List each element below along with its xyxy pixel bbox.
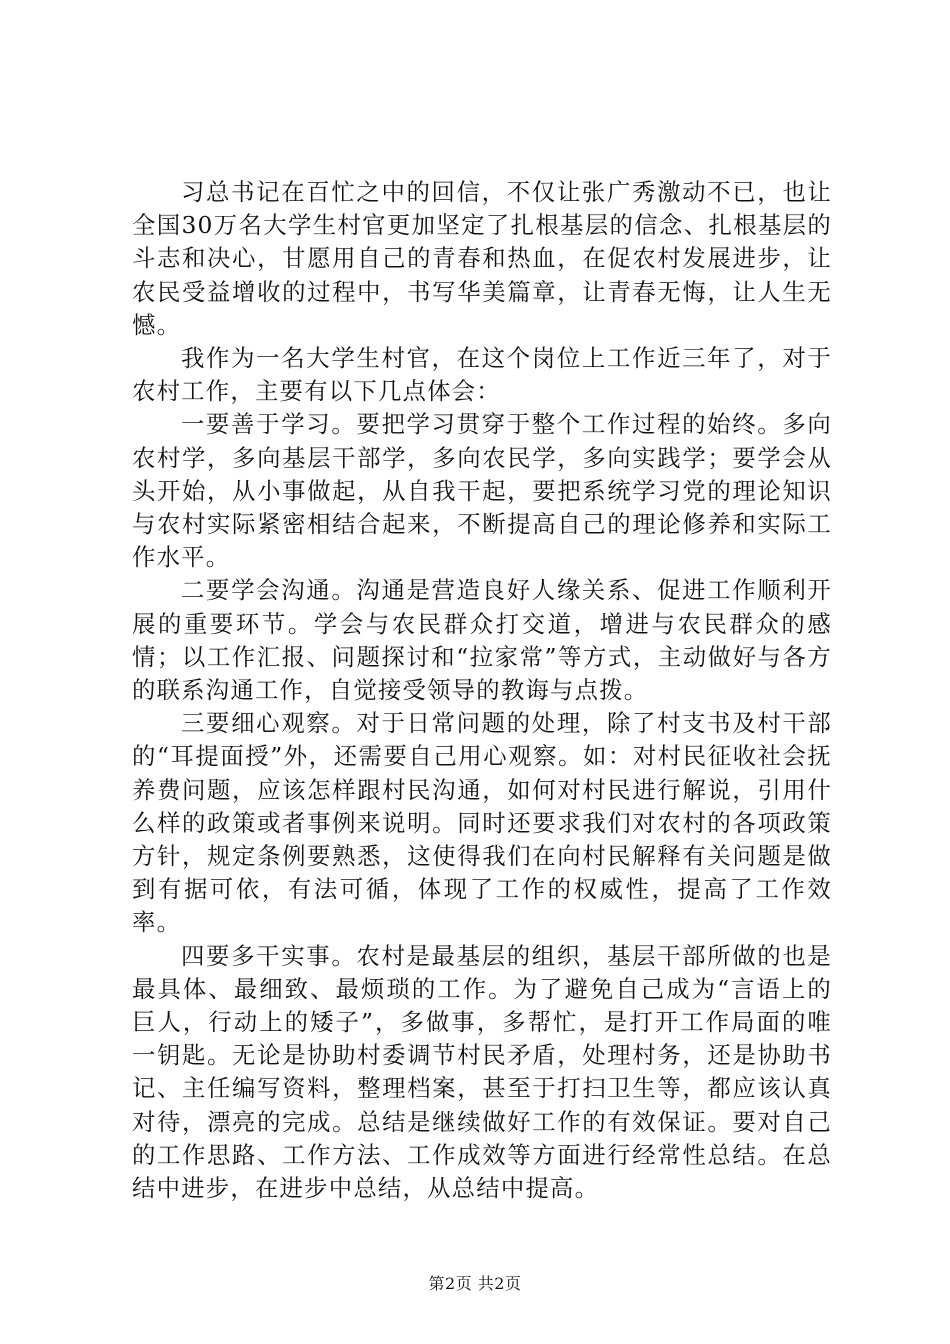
paragraph-communication: 二要学会沟通。沟通是营造良好人缘关系、促进工作顺利开展的重要环节。学会与农民群众打交道，增进与农民群众的感情；以工作汇报、问题探讨和“拉家常”等方式，主动做好与各方的联系沟通工作，自觉接受领导的教诲与点拨。 [132, 576, 832, 705]
paragraph-observation: 三要细心观察。对于日常问题的处理，除了村支书及村干部的“耳提面授”外，还需要自己用心观察。如：对村民征收社会抚养费问题，应该怎样跟村民沟通，如何对村民进行解说，引用什么样的政策或者事例来说明。同时还要求我们对农村的各项政策方针，规定条例要熟悉，这使得我们在向村民解释有关问题是做到有据可依，有法可循，体现了工作的权威性，提高了工作效率。 [132, 709, 832, 937]
paragraph-intro: 习总书记在百忙之中的回信，不仅让张广秀激动不已，也让全国30万名大学生村官更加坚定了扎根基层的信念、扎根基层的斗志和决心，甘愿用自己的青春和热血，在促农村发展进步，让农民受益增收的过程中，书写华美篇章，让青春无悔，让人生无憾。 [132, 178, 832, 339]
paragraph-experience: 我作为一名大学生村官，在这个岗位上工作近三年了，对于农村工作，主要有以下几点体会： [132, 344, 832, 406]
paragraph-learning: 一要善于学习。要把学习贯穿于整个工作过程的始终。多向农村学，多向基层干部学，多向农民学，多向实践学；要学会从头开始，从小事做起，从自我干起，要把系统学习党的理论知识与农村实际紧密相结合起来，不断提高自己的理论修养和实际工作水平。 [132, 410, 832, 572]
document-body [132, 176, 832, 1205]
page-number-footer: 第2页 共2页 [428, 1274, 522, 1293]
paragraph-practical-work: 四要多干实事。农村是最基层的组织，基层干部所做的也是最具体、最细致、最烦琐的工作。为了避免自己成为“言语上的巨人，行动上的矮子”，多做事，多帮忙，是打开工作局面的唯一钥匙。无论是协助村委调节村民矛盾，处理村务，还是协助书记、主任编写资料，整理档案，甚至于打扫卫生等，都应该认真对待，漂亮的完成。总结是继续做好工作的有效保证。要对自己的工作思路、工作方法、工作成效等方面进行经常性总结。在总结中进步，在进步中总结，从总结中提高。 [132, 941, 832, 1203]
